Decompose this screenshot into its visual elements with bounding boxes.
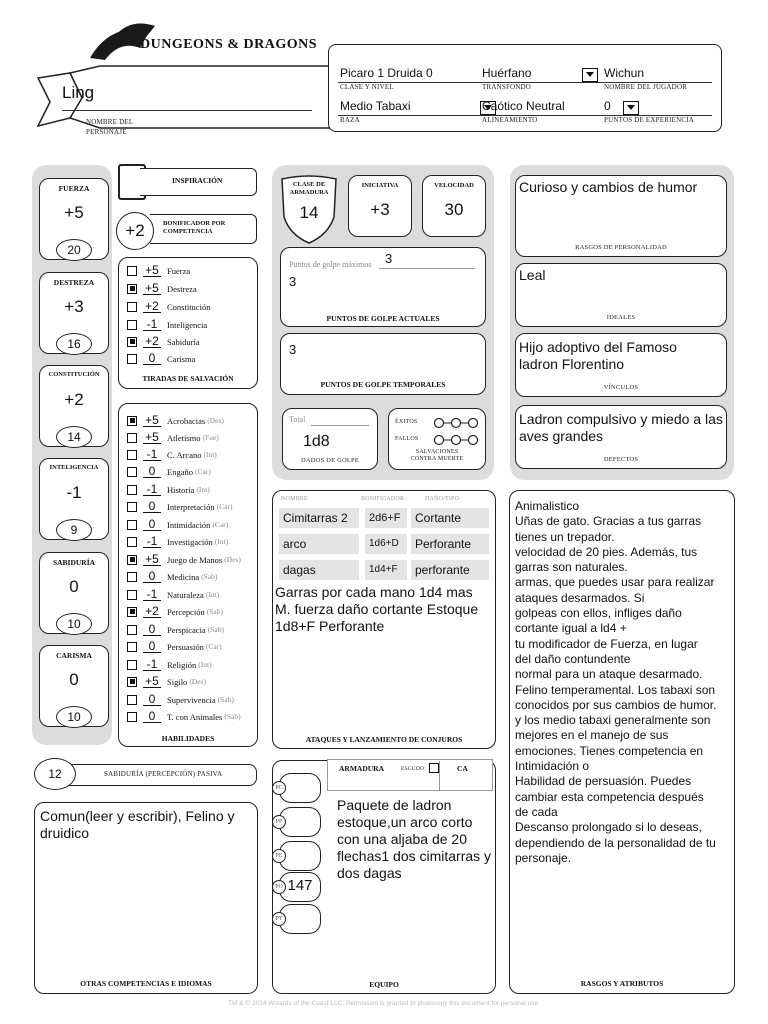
skill-name: T. con Animales: [167, 711, 223, 722]
ability-score[interactable]: 20: [56, 239, 92, 261]
bonds-label: VÍNCULOS: [603, 384, 639, 391]
skill-row: [127, 673, 206, 690]
skill-ability: (Des): [189, 677, 206, 686]
death-successes-icon[interactable]: [433, 417, 479, 429]
features-box: [509, 490, 735, 994]
skill-name: Juego de Manos: [167, 554, 223, 565]
hit-dice-label: DADOS DE GOLPE: [300, 457, 360, 464]
saving-throw-value[interactable]: +5: [143, 282, 161, 295]
ability-score[interactable]: 10: [56, 613, 92, 635]
proficiency-checkbox[interactable]: [127, 266, 137, 276]
skill-row: [127, 691, 234, 708]
passive-perception-label: SABIDURÍA (PERCEPCIÓN) PASIVA: [104, 770, 223, 778]
attacks-col-damage: DAÑO/TIPO: [425, 496, 460, 502]
feature-line: tu modificador de Fuerza, en lugar: [515, 636, 698, 651]
skill-value[interactable]: 0: [143, 465, 161, 478]
proficiency-checkbox[interactable]: [127, 695, 137, 705]
skill-row: [127, 516, 228, 533]
saving-throw-row: [127, 333, 200, 350]
attack-damage[interactable]: Perforante: [411, 534, 489, 554]
feature-line: cortante igual a ld4 +: [515, 621, 627, 636]
feature-line: tienes un trepador.: [515, 529, 615, 544]
combat-panel: [272, 165, 494, 480]
proficiency-checkbox[interactable]: [127, 660, 137, 670]
ability-name: FUERZA: [58, 184, 90, 193]
coin-label: PO: [272, 880, 286, 894]
saving-throw-value[interactable]: 0: [143, 352, 161, 365]
death-failures-icon[interactable]: [433, 434, 479, 446]
experience-points-label: PUNTOS DE EXPERIENCIA: [604, 116, 695, 124]
skill-value[interactable]: 0: [143, 570, 161, 583]
coin-label: PT: [272, 912, 286, 926]
bonds-text[interactable]: Hijo adoptivo del Famoso ladron Florentino: [519, 339, 677, 372]
coin-po-value[interactable]: 147: [287, 877, 313, 894]
shield-label: ESCUDO:: [401, 766, 426, 772]
attack-damage[interactable]: perforante: [411, 560, 489, 580]
hp-max-value[interactable]: 3: [385, 251, 393, 266]
alignment[interactable]: Caótico Neutral: [482, 99, 565, 113]
equipment-ac-label: CA: [457, 764, 468, 773]
ability-score[interactable]: 10: [56, 706, 92, 728]
death-saves-box: [388, 408, 486, 470]
proficiency-checkbox[interactable]: [127, 642, 137, 652]
proficiency-checkbox[interactable]: [127, 607, 137, 617]
feature-line: ataques desarmados. Si: [515, 590, 645, 605]
feature-line: Felino temperamental. Los tabaxi son: [515, 682, 716, 697]
skill-name: Perspicacia: [167, 624, 206, 635]
skill-ability: (Car): [212, 520, 229, 529]
features-title: RASGOS Y ATRIBUTOS: [580, 979, 664, 988]
skill-row: [127, 533, 228, 550]
skill-value[interactable]: 0: [143, 640, 161, 653]
initiative-box: [348, 175, 412, 237]
skill-ability: (Car): [194, 467, 211, 476]
hit-dice-value[interactable]: 1d8: [303, 433, 330, 450]
ability-score[interactable]: 9: [56, 519, 92, 541]
saving-throw-row: [127, 316, 207, 333]
proficiency-checkbox[interactable]: [127, 337, 137, 347]
coin-pt[interactable]: [275, 904, 321, 934]
attack-bonus[interactable]: 2d6+F: [365, 508, 407, 528]
attacks-box: [272, 490, 496, 749]
skill-row: [127, 586, 219, 603]
attack-name[interactable]: dagas: [279, 560, 359, 580]
skill-ability: (Sab): [217, 695, 234, 704]
skill-value[interactable]: -1: [143, 483, 161, 496]
background-label: TRANSFONDO: [482, 83, 532, 91]
proficiency-checkbox[interactable]: [127, 485, 137, 495]
hp-current-value[interactable]: 3: [289, 274, 297, 289]
skill-ability: (Des): [207, 416, 224, 425]
proficiency-bonus[interactable]: +2: [116, 212, 154, 250]
skill-name: Medicina: [167, 571, 200, 582]
languages-label: OTRAS COMPETENCIAS E IDIOMAS: [80, 979, 212, 988]
saving-throw-value[interactable]: +5: [143, 264, 161, 277]
skill-row: [127, 498, 233, 515]
passive-perception-value[interactable]: 12: [34, 758, 76, 790]
armor-class-label: CLASE DE ARMADURA: [289, 181, 329, 196]
hp-temp-label: PUNTOS DE GOLPE TEMPORALES: [320, 380, 446, 389]
skill-row: [127, 708, 241, 725]
saving-throw-name: Carisma: [167, 353, 196, 364]
speed-label: VELOCIDAD: [434, 182, 474, 189]
attacks-title: ATAQUES Y LANZAMIENTO DE CONJUROS: [305, 735, 463, 744]
skill-ability: (Int): [196, 485, 210, 494]
languages-box: [34, 802, 258, 994]
skill-value[interactable]: +5: [143, 431, 161, 444]
proficiency-checkbox[interactable]: [127, 625, 137, 635]
feature-line: garras son naturales.: [515, 560, 628, 575]
death-successes-label: ÉXITOS: [395, 419, 418, 425]
skill-name: Engaño: [167, 466, 193, 477]
feature-line: y los medio tabaxi generalmente son: [515, 713, 711, 728]
temp-hp-box: [280, 333, 486, 395]
proficiency-checkbox[interactable]: [127, 450, 137, 460]
ability-score[interactable]: 14: [56, 426, 92, 448]
ability-inteligencia: [39, 458, 109, 540]
skill-name: Religión: [167, 659, 197, 670]
saving-throw-row: [127, 350, 195, 367]
skill-ability: (Car): [205, 642, 222, 651]
flaws-label: DEFECTOS: [603, 456, 639, 463]
proficiency-checkbox[interactable]: [127, 467, 137, 477]
saving-throw-name: Destreza: [167, 283, 197, 294]
flaws-box: [515, 405, 727, 469]
coin-pe[interactable]: [275, 841, 321, 871]
background-dropdown-icon[interactable]: [582, 68, 598, 82]
skill-name: Intimidación: [167, 519, 211, 530]
ability-modifier[interactable]: 0: [69, 670, 79, 689]
skill-name: Historia: [167, 484, 195, 495]
skill-row: [127, 412, 224, 429]
skill-value[interactable]: +5: [143, 414, 161, 427]
feature-line: normal para un ataque desarmado.: [515, 667, 703, 682]
proficiency-checkbox[interactable]: [127, 590, 137, 600]
ability-modifier[interactable]: +3: [64, 297, 84, 316]
proficiency-checkbox[interactable]: [127, 712, 137, 722]
shield-checkbox[interactable]: [429, 763, 439, 773]
feature-line: cambiar esta competencia después: [515, 789, 704, 804]
ability-name: CARISMA: [56, 651, 92, 660]
feature-line: Uñas de gato. Gracias a tus garras: [515, 514, 702, 529]
proficiency-checkbox[interactable]: [127, 537, 137, 547]
hit-dice-total-label: Total: [289, 415, 306, 424]
saving-throws-title: TIRADAS DE SALVACIÓN: [142, 374, 234, 383]
skill-row: [127, 446, 217, 463]
skills-title: HABILIDADES: [161, 734, 215, 743]
race-label: RAZA: [340, 116, 360, 124]
ability-modifier[interactable]: 0: [69, 577, 79, 596]
copyright-footer: TM & © 2014 Wizards of the Coast LLC. Permission is granted to photocopy this document for personal use.: [228, 1000, 540, 1007]
attack-damage[interactable]: Cortante: [411, 508, 489, 528]
skill-name: Investigación: [167, 536, 213, 547]
skill-value[interactable]: 0: [143, 693, 161, 706]
proficiency-checkbox[interactable]: [127, 502, 137, 512]
skill-name: Percepción: [167, 606, 205, 617]
proficiency-checkbox[interactable]: [127, 354, 137, 364]
coin-label: PC: [272, 781, 286, 795]
skill-row: [127, 621, 224, 638]
feature-line: emociones. Tienes competencia en: [515, 743, 704, 758]
saving-throw-name: Constitución: [167, 301, 211, 312]
coin-pc[interactable]: [275, 773, 321, 803]
features-text[interactable]: [515, 499, 731, 866]
initiative-value[interactable]: +3: [370, 200, 390, 219]
attacks-notes[interactable]: Garras por cada mano 1d4 mas M. fuerza daño cortante Estoque 1d8+F Perforante: [275, 584, 479, 634]
feature-line: dependiendo de la personalidad de tu: [515, 835, 716, 850]
personality-panel: [510, 165, 734, 480]
skill-ability: (Int): [203, 450, 217, 459]
experience-points[interactable]: 0: [604, 99, 611, 113]
ability-score[interactable]: 16: [56, 333, 92, 355]
flaws-text[interactable]: Ladron compulsivo y miedo a las aves grandes: [519, 411, 723, 444]
attack-bonus[interactable]: 1d6+D: [365, 534, 407, 554]
skill-value[interactable]: 0: [143, 710, 161, 723]
proficiency-label: BONIFICADOR POR COMPETENCIA: [163, 220, 226, 235]
skills-box: [118, 403, 258, 747]
saving-throw-value[interactable]: +2: [143, 300, 161, 313]
ability-name: CONSTITUCIÓN: [48, 371, 100, 378]
inspiration-label: INSPIRACIÓN: [172, 176, 223, 185]
initiative-label: INICIATIVA: [361, 182, 399, 189]
hp-temp-value[interactable]: 3: [289, 342, 297, 357]
equipment-text[interactable]: Paquete de ladron estoque,un arco corto con una aljaba de 20 flechas1 dos cimitarras y dos dagas: [337, 797, 492, 881]
coin-pp[interactable]: [275, 807, 321, 837]
skill-name: Atletismo: [167, 432, 201, 443]
personality-traits-label: RASGOS DE PERSONALIDAD: [575, 244, 667, 251]
skill-value[interactable]: -1: [143, 448, 161, 461]
proficiency-checkbox[interactable]: [127, 520, 137, 530]
death-saves-label: SALVACIONES CONTRA MUERTE: [410, 449, 464, 462]
skill-ability: (Sab): [201, 572, 218, 581]
feature-line: mejores en el manejo de sus: [515, 728, 669, 743]
saving-throw-value[interactable]: -1: [143, 318, 161, 331]
personality-traits-box: [515, 175, 727, 257]
skill-name: Interpretación: [167, 501, 215, 512]
abilities-panel: [32, 165, 112, 745]
equipment-box: [272, 760, 496, 994]
dnd-logo: DUNGEONS & DRAGONS: [140, 37, 318, 52]
player-name[interactable]: Wichun: [604, 66, 645, 80]
hp-current-label: PUNTOS DE GOLPE ACTUALES: [326, 314, 440, 323]
current-hp-box: [280, 247, 486, 327]
proficiency-checkbox[interactable]: [127, 320, 137, 330]
speed-box: [422, 175, 486, 237]
ability-fuerza: [39, 178, 109, 260]
skill-row: [127, 463, 211, 480]
ability-destreza: [39, 272, 109, 354]
saving-throw-name: Inteligencia: [167, 319, 208, 330]
feature-line: golpeas con ellos, infliges daño: [515, 606, 682, 621]
ability-carisma: [39, 645, 109, 727]
skill-value[interactable]: +5: [143, 675, 161, 688]
personality-traits-text[interactable]: Curioso y cambios de humor: [519, 179, 698, 195]
feature-line: armas, que puedes usar para realizar: [515, 575, 715, 590]
skill-ability: (Int): [214, 537, 229, 546]
saving-throw-name: Sabiduría: [167, 336, 200, 347]
proficiency-checkbox[interactable]: [127, 284, 137, 294]
skill-name: Supervivencia: [167, 694, 216, 705]
attacks-col-bonus: BONIFICADOR: [361, 496, 405, 502]
attacks-col-name: NOMBRE: [281, 496, 308, 502]
proficiency-checkbox[interactable]: [127, 433, 137, 443]
feature-line: Animalistico: [515, 499, 580, 513]
skill-value[interactable]: +2: [143, 605, 161, 618]
skill-row: [127, 429, 219, 446]
skill-ability: (Sab): [206, 607, 224, 616]
skill-row: [127, 551, 241, 568]
skill-ability: (Car): [216, 502, 233, 511]
ability-modifier[interactable]: +2: [64, 390, 84, 409]
feature-line: conocidos por sus cambios de humor.: [515, 697, 717, 712]
proficiency-checkbox[interactable]: [127, 572, 137, 582]
armor-label: ARMADURA: [339, 764, 384, 773]
ideals-box: [515, 263, 727, 327]
background[interactable]: Huérfano: [482, 66, 532, 80]
skill-row: [127, 656, 212, 673]
feature-line: de cada: [515, 804, 558, 819]
skill-ability: (Int): [198, 660, 212, 669]
feature-line: Habilidad de persuasión. Puedes: [515, 774, 692, 789]
feature-line: Intimidación o: [515, 759, 590, 774]
skill-value[interactable]: 0: [143, 500, 161, 513]
skill-ability: (Des): [224, 555, 241, 564]
skill-ability: (Int): [205, 590, 220, 599]
ability-name: SABIDURÍA: [52, 558, 96, 567]
skill-name: Persuasión: [167, 641, 204, 652]
saving-throw-name: Fuerza: [167, 265, 191, 276]
speed-value[interactable]: 30: [444, 200, 464, 219]
saving-throw-row: [127, 280, 197, 297]
character-name[interactable]: Ling: [62, 83, 95, 102]
skill-value[interactable]: 0: [143, 623, 161, 636]
alignment-label: ALINEAMIENTO: [482, 116, 538, 124]
skill-name: Naturaleza: [167, 589, 204, 600]
alignment-dropdown-icon[interactable]: [623, 101, 639, 115]
skill-row: [127, 638, 222, 655]
ability-name: DESTREZA: [53, 278, 95, 287]
ability-modifier[interactable]: -1: [66, 483, 82, 502]
hit-dice-box: [282, 408, 378, 470]
coin-po[interactable]: [275, 872, 321, 902]
coin-label: PE: [272, 849, 286, 863]
death-failures-label: FALLOS: [395, 436, 419, 442]
skill-value[interactable]: -1: [143, 588, 161, 601]
class-level-label: CLASE Y NIVEL: [340, 83, 394, 91]
hp-max-label: Puntos de golpe máximos: [289, 260, 372, 269]
skill-row: [127, 481, 210, 498]
saving-throw-row: [127, 298, 210, 315]
proficiency-checkbox[interactable]: [127, 302, 137, 312]
ideals-label: IDEALES: [606, 314, 636, 321]
coin-label: PP: [272, 815, 286, 829]
ability-name: INTELIGENCIA: [49, 464, 99, 471]
skill-value[interactable]: -1: [143, 658, 161, 671]
attack-name[interactable]: arco: [279, 534, 359, 554]
skill-value[interactable]: -1: [143, 535, 161, 548]
proficiency-checkbox[interactable]: [127, 416, 137, 426]
character-name-label: NOMBRE DEL PERSONAJE: [86, 118, 134, 136]
proficiency-checkbox[interactable]: [127, 677, 137, 687]
feature-line: del daño contundente: [515, 651, 631, 666]
feature-line: personaje.: [515, 850, 572, 865]
equipment-title: EQUIPO: [369, 980, 399, 989]
proficiency-checkbox[interactable]: [127, 555, 137, 565]
class-level[interactable]: Picaro 1 Druida 0: [340, 66, 433, 80]
skill-name: C. Arcano: [167, 449, 202, 460]
skill-value[interactable]: 0: [143, 518, 161, 531]
player-name-label: NOMBRE DEL JUGADOR: [604, 83, 688, 91]
attack-name[interactable]: Cimitarras 2: [279, 508, 359, 528]
feature-line: velocidad de 20 pies. Además, tus: [515, 544, 698, 559]
skill-row: [127, 603, 223, 620]
languages-text[interactable]: Comun(leer y escribir), Felino y druidico: [40, 808, 235, 841]
skill-value[interactable]: +5: [143, 553, 161, 566]
saving-throw-row: [127, 262, 190, 279]
skill-name: Sigilo: [167, 676, 188, 687]
skill-name: Acrobacias: [167, 415, 206, 426]
race[interactable]: Medio Tabaxi: [340, 99, 411, 113]
attack-bonus[interactable]: 1d4+F: [365, 560, 407, 580]
ability-constitucion: [39, 365, 109, 447]
ability-modifier[interactable]: +5: [64, 203, 84, 222]
skill-ability: (Sab): [207, 625, 224, 634]
saving-throw-value[interactable]: +2: [143, 335, 161, 348]
skill-ability: (Fue): [202, 433, 219, 442]
bonds-box: [515, 333, 727, 397]
skill-ability: (Sab): [224, 712, 241, 721]
ability-sabiduria: [39, 552, 109, 634]
skill-row: [127, 568, 217, 585]
feature-line: Descanso prolongado si lo deseas,: [515, 820, 702, 835]
saving-throws-box: [118, 257, 258, 389]
ideals-text[interactable]: Leal: [519, 267, 546, 283]
armor-class-value[interactable]: 14: [299, 203, 319, 222]
